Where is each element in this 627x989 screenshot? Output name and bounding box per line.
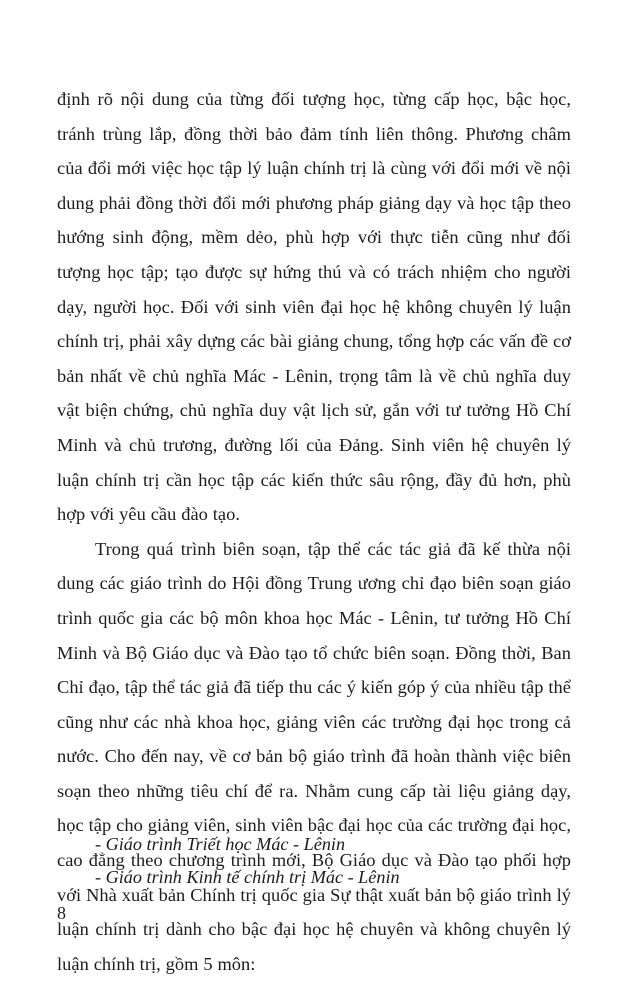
paragraph-2: Trong quá trình biên soạn, tập thể các tác giả đã kế thừa nội dung các giáo trình do Hội đồng Trung ương chỉ đạo biên soạn giáo trình quốc gia các bộ môn khoa học Mác - Lênin, tư tưởng Hồ Chí Minh và Bộ Giáo dục và Đào tạo tổ chức biên soạn. Đồng thời, Ban Chỉ đạo, tập thể tác giả đã tiếp thu các ý kiến góp ý của nhiều tập thể cũng như các nhà khoa học, giảng viên các trường đại học trong cả nước. Cho đến nay, về cơ bản bộ giáo trình đã hoàn thành việc biên soạn theo những tiêu chí để ra. Nhằm cung cấp tài liệu giảng dạy, học tập cho giảng viên, sinh viên bậc đại học của các trường đại học, cao đẳng theo chương trình mới, Bộ Giáo dục và Đào tạo phối hợp với Nhà xuất bản Chính trị quốc gia Sự thật xuất bản bộ giáo trình lý luận chính trị dành cho bậc đại học hệ chuyên và không chuyên lý luận chính trị, gồm 5 môn: [57, 538, 571, 974]
list-item-1: - Giáo trình Triết học Mác - Lênin [95, 834, 346, 854]
page-number: 8 [57, 903, 66, 923]
paragraph-1: định rõ nội dung của từng đối tượng học, từng cấp học, bậc học, tránh trùng lắp, đồng thời bảo đảm tính liên thông. Phương châm của đổi mới việc học tập lý luận chính trị là cùng với đổi mới về nội dung phải đồng thời đổi mới phương pháp giảng dạy và học tập theo hướng sinh động, mềm dẻo, phù hợp với thực tiễn cũng như đối tượng học tập; tạo được sự hứng thú và có trách nhiệm cho người dạy, người học. Đối với sinh viên đại học hệ không chuyên lý luận chính trị, phải xây dựng các bài giảng chung, tổng hợp các vấn đề cơ bản nhất về chủ nghĩa Mác - Lênin, trọng tâm là về chủ nghĩa duy vật biện chứng, chủ nghĩa duy vật lịch sử, gắn với tư tưởng Hồ Chí Minh và chủ trương, đường lối của Đảng. Sinh viên hệ chuyên lý luận chính trị cần học tập các kiến thức sâu rộng, đầy đủ hơn, phù hợp với yêu cầu đào tạo. [57, 89, 571, 525]
list-item-2: - Giáo trình Kinh tế chính trị Mác - Lênin [95, 867, 400, 887]
course-list [57, 828, 571, 894]
